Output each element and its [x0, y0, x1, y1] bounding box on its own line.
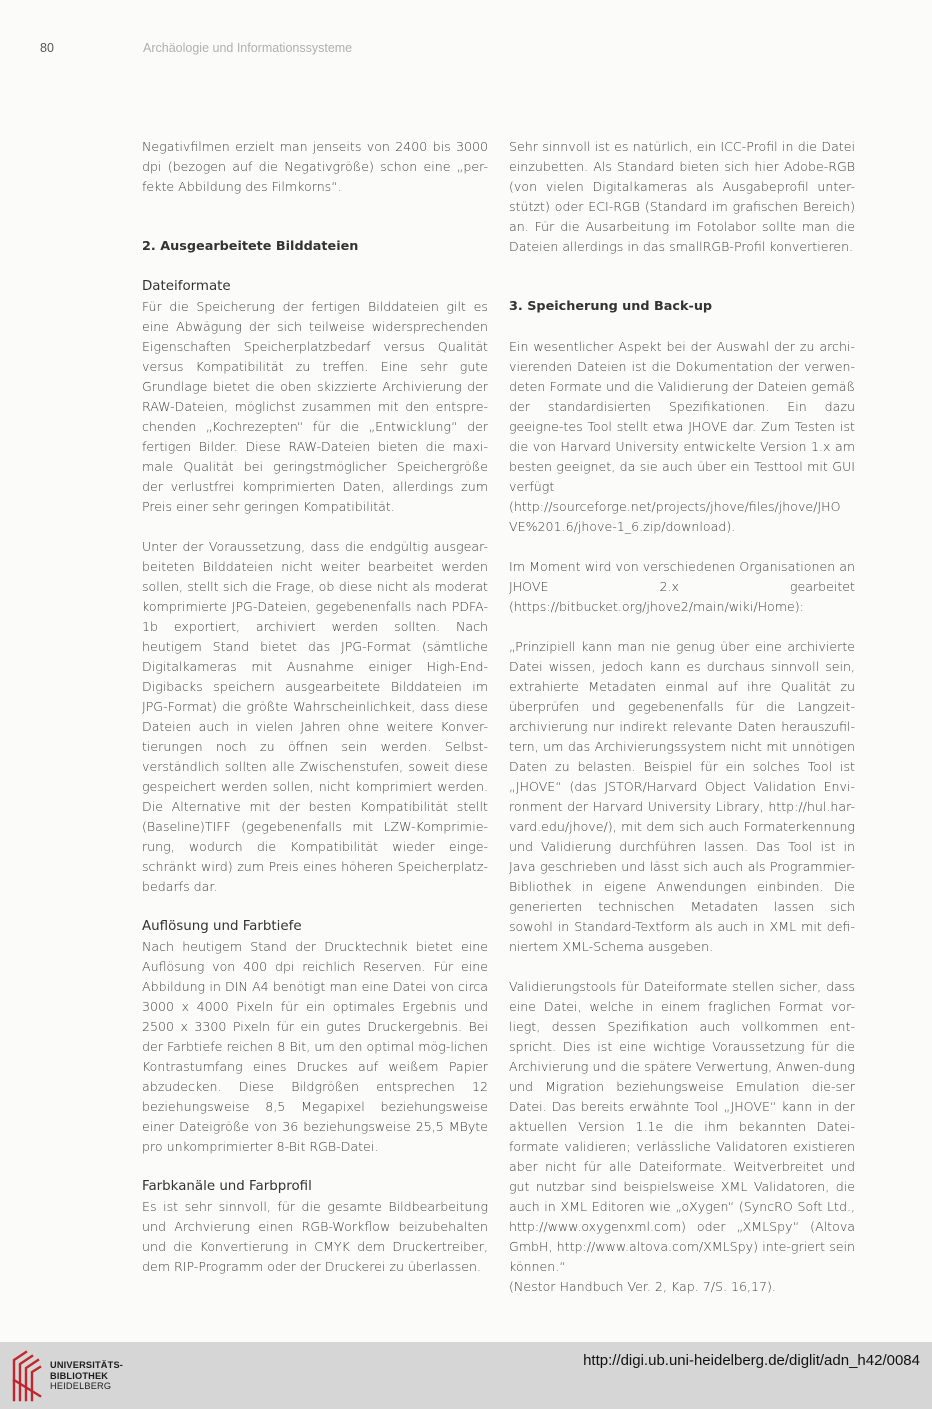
paragraph-aufloesung: Nach heutigem Stand der Drucktechnik bietet eine Auflösung von 400 dpi reichlich Reserven. Für eine Abbildung in DIN A4 benötigt man eine Datei von circa 3000 x 4000 Pixeln für ein optimales Ergebnis und 2500 x 3300 Pixeln für ein gutes Druckergebnis. Bei der Farbtiefe reichen 8 Bit, um den optimal mög-lichen Kontrastumfang eines Druckes auf weißem Papier abzudecken. Diese Bildgrößen entsprechen 12 beziehungsweise 8,5 Megapixel beziehungsweise einer Dateigröße von 36 beziehungsweise 25,5 MByte pro unkomprimierter 8-Bit RGB-Datei. [142, 939, 488, 1154]
logo-strokes [14, 1352, 40, 1400]
paragraph-dateiformate-1: Für die Speicherung der fertigen Bilddateien gilt es eine Abwägung der sich teilweise widersprechenden Eigenschaften Speicherplatzbedarf versus Qualität versus Kompatibilität zu treffen. Eine sehr gute Grundlage bietet die oben skizzierte Archivierung der RAW-Dateien, möglichst zusammen mit den entspre-chenden „Kochrezepten“ für die „Entwicklung“ der fertigen Bilder. Diese RAW-Dateien bieten die maxi-male Qualität bei geringstmöglicher Speichergröße der verlustfrei komprimierten Daten, allerdings zum Preis einer sehr geringen Kompatibilität. [142, 299, 488, 514]
paragraph-icc: Sehr sinnvoll ist es natürlich, ein ICC-Profil in die Datei einzubetten. Als Standard bieten sich hier Adobe-RGB (von vielen Digitalkameras als Ausgabeprofil unter-stützt) oder ECI-RGB (Standard im grafischen Bereich) an. Für die Ausarbeitung im Fotolabor sollte man die Dateien allerdings in das smallRGB-Profil konvertieren. [509, 139, 855, 254]
paragraph-intro: Negativfilmen erzielt man jenseits von 2400 bis 3000 dpi (bezogen auf die Negativgröße) schon eine „per-fekte Abbildung des Filmkorns“. [142, 139, 488, 194]
right-column [509, 137, 855, 1297]
left-column [142, 137, 488, 1277]
running-head [40, 41, 353, 55]
paragraph-dateiformate-2: Unter der Voraussetzung, dass die endgültig ausgear-beiteten Bilddateien nicht weiter bearbeitet werden sollen, stellt sich die Frage, ob diese nicht als moderat komprimierte JPG-Dateien, gegebenenfalls nach PDFA-1b exportiert, archiviert werden sollten. Nach heutigem Stand bietet das JPG-Format (sämtliche Digitalkameras mit Ausnahme einiger High-End-Digibacks speichern ausgearbeitete Bilddateien im JPG-Format) die größte Wahrscheinlichkeit, dass diese Dateien auch in vielen Jahren ohne weitere Konver-tierungen noch zu öffnen sein werden. Selbst-verständlich sollten alle Zwischenstufen, soweit diese gespeichert werden sollen, nicht komprimiert werden. Die Alternative mit der besten Kompatibilität stellt (Baseline)TIFF (gegebenenfalls mit LZW-Komprimie-rung, wodurch die Kompatibilität wieder einge-schränkt wird) zum Preis eines höheren Speicherplatz-bedarfs dar. [142, 539, 488, 894]
running-title: Archäologie und Informationssysteme [143, 41, 353, 55]
permalink-url[interactable]: http://digi.ub.uni-heidelberg.de/diglit/adn_h42/0084 [583, 1352, 920, 1369]
heading-farbkanaele: Farbkanäle und Farbprofil [142, 1179, 312, 1194]
library-logo-text [50, 1360, 123, 1392]
logo-line-1: UNIVERSITÄTS- [50, 1360, 124, 1370]
library-logo-icon [12, 1350, 42, 1402]
heading-aufloesung: Auflösung und Farbtiefe [142, 919, 302, 934]
heading-section-2: 2. Ausgearbeitete Bilddateien [142, 239, 359, 254]
heading-dateiformate: Dateiformate [142, 279, 231, 294]
logo-line-3: HEIDELBERG [50, 1381, 112, 1391]
paragraph-jhove2: Im Moment wird von verschiedenen Organisationen an JHOVE 2.x gearbeitet (https://bitbucket.org/jhove2/main/wiki/Home): [509, 559, 855, 614]
heading-section-3: 3. Speicherung und Back-up [509, 299, 713, 314]
paragraph-speicherung: Ein wesentlicher Aspekt bei der Auswahl der zu archi-vierenden Dateien ist die Dokumentation der verwen-deten Formate und die Validierung der Dateien gemäß der standardisierten Spezifikationen. Ein dazu geeigne-tes Tool stellt etwa JHOVE dar. Zum Testen ist die von Harvard University entwickelte Version 1.x am besten geeignet, da sie auch über ein Testtool mit GUI verfügt (http://sourceforge.net/projects/jhove/files/jhove/JHO VE%201.6/jhove-1_6.zip/download). [509, 339, 855, 534]
logo-line-2: BIBLIOTHEK [50, 1370, 109, 1381]
page-number: 80 [40, 41, 54, 55]
paragraph-farbkanaele: Es ist sehr sinnvoll, für die gesamte Bildbearbeitung und Archvierung einen RGB-Workflow beizubehalten und die Konvertierung in CMYK dem Druckertreiber, dem RIP-Programm oder der Druckerei zu überlassen. [142, 1199, 488, 1274]
paragraph-quote: „Prinzipiell kann man nie genug über eine archivierte Datei wissen, jedoch kann es durchaus sinnvoll sein, extrahierte Metadaten einmal auf ihre Qualität zu überprüfen und gegebenenfalls für die Langzeit-archivierung nur indirekt relevante Daten herauszufil-tern, um das Archivierungssystem nicht mit unnötigen Daten zu belasten. Beispiel für ein solches Tool ist „JHOVE“ (das JSTOR/Harvard Object Validation Envi-ronment der Harvard University Library, http://hul.har-vard.edu/jhove/), mit dem sich auch Formaterkennung und Validierung durchführen lassen. Das Tool ist in Java geschrieben und lässt sich auch als Programmier-Bibliothek in eigene Anwendungen einbinden. Die generierten technischen Metadaten lassen sich sowohl in Standard-Textform als auch in XML mit defi-niertem XML-Schema ausgeben. [509, 639, 855, 954]
paragraph-validierung: Validierungstools für Dateiformate stellen sicher, dass eine Datei, welche in einem fraglichen Format vor-liegt, dessen Spezifikation auch vollkommen ent-spricht. Dies ist eine wichtige Voraussetzung für die Archivierung und die spätere Verwertung, Anwen-dung und Migration beziehungsweise Emulation die-ser Datei. Das bereits erwähnte Tool „JHOVE“ kann in der aktuellen Version 1.1e die ihm bekannten Datei-formate validieren; verlässliche Validatoren existieren aber nicht für alle Dateiformate. Weitverbreitet und gut nutzbar sind beispielsweise XML Validatoren, die auch in XML Editoren wie „oXygen“ (SyncRO Soft Ltd., http://www.oxygenxml.com) oder „XMLSpy“ (Altova GmbH, http://www.altova.com/XMLSpy) inte-griert sein können.“ [509, 979, 855, 1274]
paragraph-citation: (Nestor Handbuch Ver. 2, Kap. 7/S. 16,17). [509, 1279, 776, 1294]
